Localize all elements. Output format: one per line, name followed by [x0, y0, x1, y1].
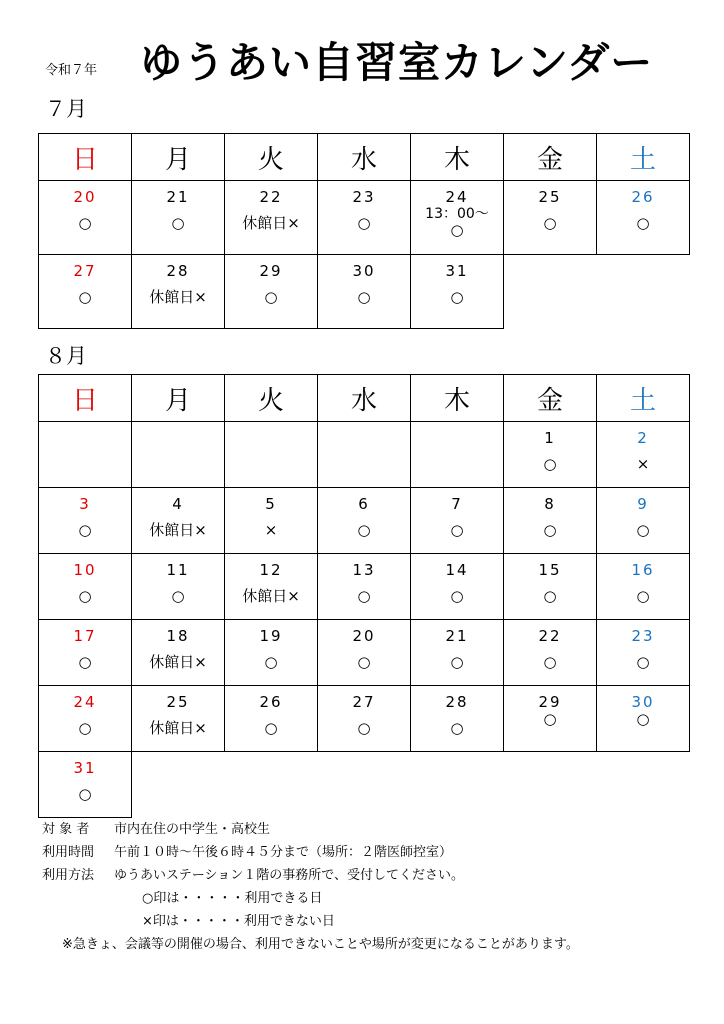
calendar-day-cell [411, 620, 504, 686]
calendar-day-cell [39, 686, 132, 752]
weekday-header: 月 [132, 134, 225, 181]
calendar-day-cell [411, 422, 504, 488]
availability-status: ○ [357, 521, 371, 539]
calendar-day-cell [132, 554, 225, 620]
day-number: 23 [631, 627, 655, 645]
calendar-day-cell [39, 554, 132, 620]
empty-space [132, 752, 225, 818]
weekday-header: 日 [39, 375, 132, 422]
availability-status: × [636, 455, 650, 473]
calendar-day-cell [597, 488, 690, 554]
day-number: 10 [73, 561, 97, 579]
calendar-day-cell [597, 422, 690, 488]
notice-warning: ※急きょ、会議等の開催の場合、利用できないことや場所が変更になることがあります。 [62, 937, 579, 952]
availability-status: ○ [357, 719, 371, 737]
availability-status: ○ [636, 587, 650, 605]
calendar-day-cell [132, 422, 225, 488]
day-number: 24 [445, 188, 469, 206]
day-number: 5 [265, 495, 277, 513]
weekday-header: 木 [411, 375, 504, 422]
availability-status: 休館日× [242, 214, 300, 232]
day-number: 21 [445, 627, 469, 645]
calendar-day-cell [225, 620, 318, 686]
availability-status: ○ [78, 785, 92, 803]
note-target-label: 対 象 者 [42, 822, 90, 837]
calendar-day-cell [225, 488, 318, 554]
day-number: 31 [445, 262, 469, 280]
day-number: 26 [631, 188, 655, 206]
calendar-day-cell [597, 181, 690, 255]
day-number: 27 [73, 262, 97, 280]
day-number: 8 [544, 495, 556, 513]
calendar-day-cell [225, 686, 318, 752]
day-number: 26 [259, 693, 283, 711]
calendar-day-cell [132, 488, 225, 554]
availability-status: 休館日× [149, 521, 207, 539]
availability-status: ○ [636, 710, 650, 728]
day-number: 16 [631, 561, 655, 579]
legend-unavailable: ×印は・・・・・利用できない日 [142, 914, 335, 929]
day-number: 7 [451, 495, 463, 513]
calendar-day-cell [597, 686, 690, 752]
note-method-label: 利用方法 [42, 868, 95, 883]
availability-status: 休館日× [149, 288, 207, 306]
day-number: 20 [73, 188, 97, 206]
day-number: 29 [538, 693, 562, 711]
empty-space [318, 752, 411, 818]
calendar-day-cell [318, 181, 411, 255]
day-number: 12 [259, 561, 283, 579]
weekday-header: 金 [504, 134, 597, 181]
note-target-text: 市内在住の中学生・高校生 [114, 822, 271, 837]
availability-status: ○ [543, 587, 557, 605]
availability-status: ○ [264, 653, 278, 671]
day-number: 25 [166, 693, 190, 711]
availability-status: ○ [450, 521, 464, 539]
weekday-header: 木 [411, 134, 504, 181]
availability-status: ○ [264, 288, 278, 306]
day-number: 17 [73, 627, 97, 645]
note-method-text: ゆうあいステーション１階の事務所で、受付してください。 [114, 868, 464, 883]
calendar-day-cell [39, 752, 132, 818]
calendar-day-cell [411, 554, 504, 620]
day-number: 24 [73, 693, 97, 711]
calendar-day-cell [132, 255, 225, 329]
opening-time-note: 13：00～ [425, 206, 489, 222]
calendar-day-cell [504, 488, 597, 554]
day-number: 3 [79, 495, 91, 513]
day-number: 23 [352, 188, 376, 206]
availability-status: ○ [78, 288, 92, 306]
weekday-header: 火 [225, 375, 318, 422]
day-number: 4 [172, 495, 184, 513]
availability-status: ○ [636, 521, 650, 539]
calendar-day-cell [504, 686, 597, 752]
calendar-day-cell [504, 181, 597, 255]
calendar-day-cell [318, 554, 411, 620]
legend-available: ○印は・・・・・利用できる日 [142, 891, 323, 906]
weekday-header: 水 [318, 375, 411, 422]
empty-space [597, 752, 690, 818]
availability-status: ○ [543, 214, 557, 232]
usage-notes [42, 818, 579, 956]
day-number: 15 [538, 561, 562, 579]
weekday-header: 土 [597, 375, 690, 422]
calendar-day-cell [39, 620, 132, 686]
july-calendar [38, 133, 690, 329]
note-hours [42, 841, 579, 864]
availability-status: ○ [78, 719, 92, 737]
availability-status: ○ [171, 214, 185, 232]
note-hours-text: 午前１０時～午後６時４５分まで（場所：２階医師控室） [114, 845, 453, 860]
day-number: 6 [358, 495, 370, 513]
availability-status: ○ [78, 587, 92, 605]
availability-status: ○ [543, 521, 557, 539]
day-number: 25 [538, 188, 562, 206]
availability-status: ○ [78, 214, 92, 232]
calendar-day-cell [225, 255, 318, 329]
availability-status: ○ [543, 710, 557, 728]
availability-status: ○ [450, 288, 464, 306]
calendar-day-cell [411, 488, 504, 554]
empty-space [225, 752, 318, 818]
calendar-day-cell [318, 686, 411, 752]
empty-space [504, 752, 597, 818]
availability-status: ○ [450, 719, 464, 737]
calendar-day-cell [39, 488, 132, 554]
month-label-august: ８月 [45, 344, 87, 368]
day-number: 31 [73, 759, 97, 777]
calendar-day-cell [39, 255, 132, 329]
calendar-day-cell [597, 620, 690, 686]
day-number: 22 [259, 188, 283, 206]
day-number: 21 [166, 188, 190, 206]
month-label-july: ７月 [45, 97, 87, 121]
calendar-day-cell [39, 422, 132, 488]
weekday-header: 土 [597, 134, 690, 181]
day-number: 30 [352, 262, 376, 280]
empty-space [597, 255, 690, 329]
empty-space [504, 255, 597, 329]
availability-status: ○ [450, 653, 464, 671]
day-number: 28 [166, 262, 190, 280]
availability-status: ○ [450, 221, 464, 239]
day-number: 22 [538, 627, 562, 645]
day-number: 20 [352, 627, 376, 645]
weekday-header: 月 [132, 375, 225, 422]
empty-space [411, 752, 504, 818]
calendar-day-cell [39, 181, 132, 255]
day-number: 28 [445, 693, 469, 711]
weekday-header: 火 [225, 134, 318, 181]
availability-status: ○ [264, 719, 278, 737]
calendar-day-cell [411, 181, 504, 255]
availability-status: 休館日× [242, 587, 300, 605]
availability-status: 休館日× [149, 719, 207, 737]
calendar-day-cell [132, 181, 225, 255]
calendar-day-cell [318, 255, 411, 329]
day-number: 14 [445, 561, 469, 579]
calendar-day-cell [318, 422, 411, 488]
availability-status: × [264, 521, 278, 539]
day-number: 30 [631, 693, 655, 711]
calendar-day-cell [225, 422, 318, 488]
availability-status: ○ [357, 288, 371, 306]
day-number: 18 [166, 627, 190, 645]
page-title: ゆうあい自習室カレンダー [140, 38, 654, 87]
calendar-day-cell [411, 255, 504, 329]
availability-status: ○ [450, 587, 464, 605]
day-number: 1 [544, 429, 556, 447]
calendar-day-cell [132, 620, 225, 686]
note-method [42, 864, 579, 887]
weekday-header: 水 [318, 134, 411, 181]
availability-status: ○ [357, 653, 371, 671]
availability-status: ○ [78, 653, 92, 671]
calendar-day-cell [597, 554, 690, 620]
calendar-day-cell [318, 620, 411, 686]
availability-status: ○ [636, 214, 650, 232]
day-number: 27 [352, 693, 376, 711]
day-number: 2 [637, 429, 649, 447]
availability-status: ○ [543, 455, 557, 473]
availability-status: ○ [171, 587, 185, 605]
day-number: 9 [637, 495, 649, 513]
note-target [42, 818, 579, 841]
era-label: 令和７年 [45, 63, 98, 78]
weekday-header: 日 [39, 134, 132, 181]
calendar-day-cell [318, 488, 411, 554]
day-number: 19 [259, 627, 283, 645]
day-number: 11 [166, 561, 190, 579]
calendar-day-cell [225, 181, 318, 255]
availability-status: ○ [636, 653, 650, 671]
weekday-header: 金 [504, 375, 597, 422]
note-hours-label: 利用時間 [42, 845, 95, 860]
calendar-day-cell [504, 422, 597, 488]
day-number: 29 [259, 262, 283, 280]
calendar-day-cell [411, 686, 504, 752]
calendar-day-cell [225, 554, 318, 620]
august-calendar [38, 374, 690, 818]
calendar-day-cell [132, 686, 225, 752]
calendar-day-cell [504, 620, 597, 686]
availability-status: ○ [78, 521, 92, 539]
availability-status: ○ [357, 587, 371, 605]
calendar-day-cell [504, 554, 597, 620]
availability-status: ○ [543, 653, 557, 671]
day-number: 13 [352, 561, 376, 579]
availability-status: 休館日× [149, 653, 207, 671]
availability-status: ○ [357, 214, 371, 232]
